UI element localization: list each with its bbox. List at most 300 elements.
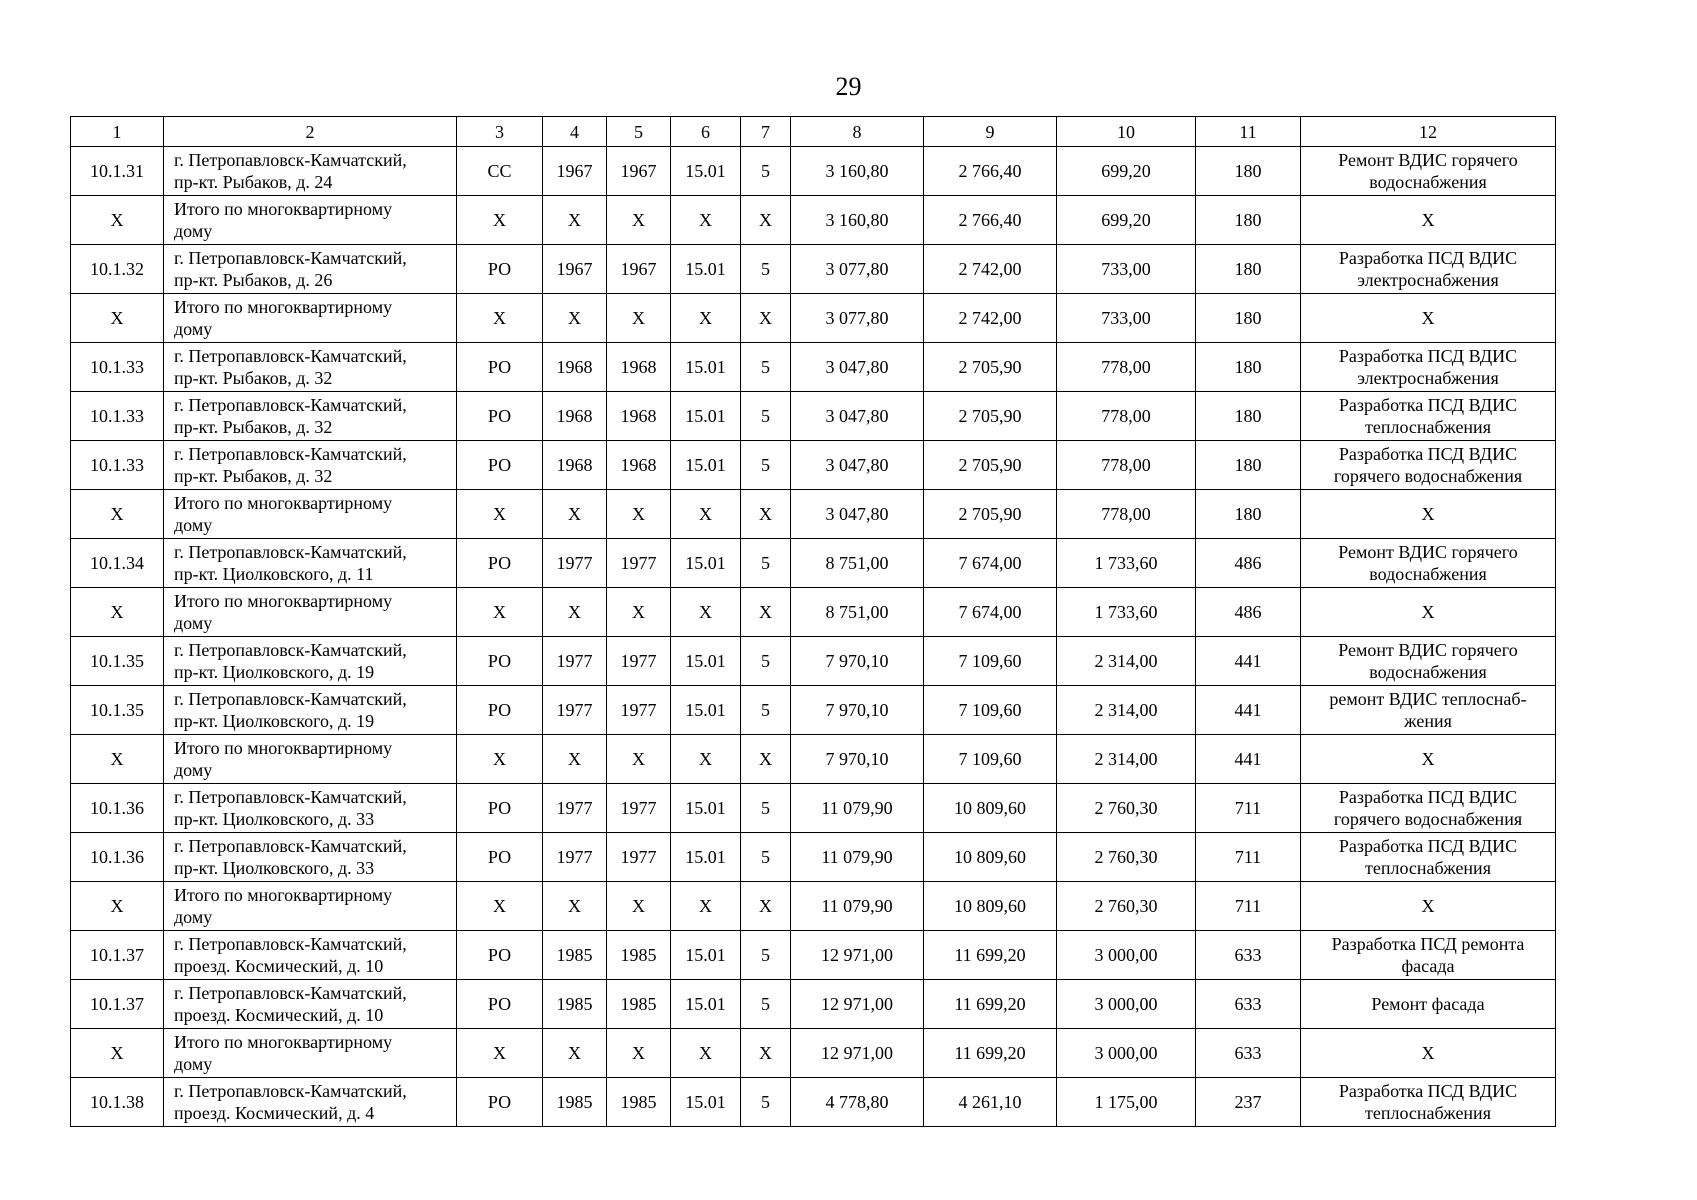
- floors-count-cell: 5: [741, 392, 791, 441]
- wall-material-code-cell: 15.01: [671, 980, 741, 1029]
- construction-year-cell: 1985: [543, 1078, 607, 1127]
- non-residential-area-cell: 2 760,30: [1057, 833, 1196, 882]
- total-area-cell: 12 971,00: [791, 980, 924, 1029]
- owner-type-cell: СС: [457, 147, 543, 196]
- floors-count-cell: Х: [741, 294, 791, 343]
- table-row: [71, 931, 1556, 980]
- non-residential-area-cell: 2 760,30: [1057, 882, 1196, 931]
- owner-type-cell: РО: [457, 931, 543, 980]
- address-line: Итого по многоквартирному: [174, 199, 393, 219]
- residents-count-cell: 180: [1196, 392, 1301, 441]
- total-area-cell: 3 160,80: [791, 196, 924, 245]
- work-type-cell: Разработка ПСД ВДИС горячего водоснабжения: [1301, 784, 1556, 833]
- floors-count-cell: Х: [741, 196, 791, 245]
- wall-material-code-cell: 15.01: [671, 392, 741, 441]
- non-residential-area-cell: 733,00: [1057, 245, 1196, 294]
- address-cell: [164, 1078, 457, 1127]
- total-area-cell: 3 160,80: [791, 147, 924, 196]
- residential-area-cell: 7 109,60: [924, 735, 1057, 784]
- address-line: г. Петропавловск-Камчатский,: [174, 346, 407, 366]
- residents-count-cell: 441: [1196, 686, 1301, 735]
- owner-type-cell: Х: [457, 735, 543, 784]
- residential-area-cell: 2 742,00: [924, 294, 1057, 343]
- non-residential-area-cell: 778,00: [1057, 392, 1196, 441]
- item-number-cell: Х: [71, 735, 164, 784]
- address-cell: [164, 490, 457, 539]
- construction-year-cell: 1967: [543, 245, 607, 294]
- address-line: Итого по многоквартирному: [174, 1032, 393, 1052]
- total-area-cell: 3 077,80: [791, 245, 924, 294]
- commissioning-year-cell: Х: [607, 735, 671, 784]
- item-number-cell: 10.1.37: [71, 980, 164, 1029]
- address-line: проезд. Космический, д. 10: [174, 956, 384, 976]
- construction-year-cell: 1968: [543, 441, 607, 490]
- address-line: г. Петропавловск-Камчатский,: [174, 836, 407, 856]
- column-number-header: 2: [164, 117, 457, 147]
- wall-material-code-cell: 15.01: [671, 784, 741, 833]
- residents-count-cell: 633: [1196, 1029, 1301, 1078]
- item-number-cell: 10.1.38: [71, 1078, 164, 1127]
- total-area-cell: 3 077,80: [791, 294, 924, 343]
- non-residential-area-cell: 778,00: [1057, 343, 1196, 392]
- table-row: [71, 882, 1556, 931]
- table-row: [71, 637, 1556, 686]
- address-line: пр-кт. Рыбаков, д. 26: [174, 270, 333, 290]
- floors-count-cell: 5: [741, 1078, 791, 1127]
- commissioning-year-cell: Х: [607, 294, 671, 343]
- item-number-cell: 10.1.32: [71, 245, 164, 294]
- address-line: г. Петропавловск-Камчатский,: [174, 689, 407, 709]
- commissioning-year-cell: 1985: [607, 980, 671, 1029]
- construction-year-cell: 1977: [543, 833, 607, 882]
- address-line: г. Петропавловск-Камчатский,: [174, 787, 407, 807]
- wall-material-code-cell: 15.01: [671, 245, 741, 294]
- work-type-cell: Х: [1301, 1029, 1556, 1078]
- table-row: [71, 1029, 1556, 1078]
- work-type-cell: Разработка ПСД ВДИС теплоснабжения: [1301, 1078, 1556, 1127]
- residential-area-cell: 2 705,90: [924, 392, 1057, 441]
- work-type-cell: Ремонт ВДИС горячего водоснабжения: [1301, 637, 1556, 686]
- wall-material-code-cell: 15.01: [671, 539, 741, 588]
- work-type-cell: Разработка ПСД ВДИС горячего водоснабжения: [1301, 441, 1556, 490]
- item-number-cell: 10.1.31: [71, 147, 164, 196]
- floors-count-cell: 5: [741, 343, 791, 392]
- address-cell: [164, 931, 457, 980]
- wall-material-code-cell: Х: [671, 294, 741, 343]
- commissioning-year-cell: Х: [607, 588, 671, 637]
- address-line: пр-кт. Рыбаков, д. 32: [174, 417, 333, 437]
- address-cell: [164, 343, 457, 392]
- table-row: [71, 245, 1556, 294]
- floors-count-cell: Х: [741, 735, 791, 784]
- work-type-cell: Х: [1301, 294, 1556, 343]
- address-cell: [164, 980, 457, 1029]
- construction-year-cell: 1968: [543, 343, 607, 392]
- total-area-cell: 3 047,80: [791, 343, 924, 392]
- floors-count-cell: 5: [741, 147, 791, 196]
- work-type-cell: Ремонт ВДИС горячего водоснабжения: [1301, 539, 1556, 588]
- column-number-header: 3: [457, 117, 543, 147]
- table-row: [71, 392, 1556, 441]
- commissioning-year-cell: 1985: [607, 1078, 671, 1127]
- residential-area-cell: 10 809,60: [924, 784, 1057, 833]
- construction-year-cell: 1968: [543, 392, 607, 441]
- total-area-cell: 7 970,10: [791, 686, 924, 735]
- commissioning-year-cell: 1977: [607, 686, 671, 735]
- floors-count-cell: 5: [741, 980, 791, 1029]
- address-line: г. Петропавловск-Камчатский,: [174, 542, 407, 562]
- residential-area-cell: 10 809,60: [924, 882, 1057, 931]
- item-number-cell: 10.1.36: [71, 833, 164, 882]
- table-row: [71, 1078, 1556, 1127]
- column-number-header-row: [71, 117, 1556, 147]
- housing-repair-table: [70, 116, 1556, 1127]
- item-number-cell: 10.1.33: [71, 392, 164, 441]
- residents-count-cell: 633: [1196, 980, 1301, 1029]
- table-row: [71, 147, 1556, 196]
- commissioning-year-cell: Х: [607, 490, 671, 539]
- residents-count-cell: 441: [1196, 637, 1301, 686]
- non-residential-area-cell: 3 000,00: [1057, 931, 1196, 980]
- residential-area-cell: 2 705,90: [924, 441, 1057, 490]
- non-residential-area-cell: 2 314,00: [1057, 686, 1196, 735]
- work-type-cell: Ремонт ВДИС горячего водоснабжения: [1301, 147, 1556, 196]
- residents-count-cell: 180: [1196, 294, 1301, 343]
- owner-type-cell: РО: [457, 686, 543, 735]
- floors-count-cell: 5: [741, 637, 791, 686]
- address-line: г. Петропавловск-Камчатский,: [174, 395, 407, 415]
- address-line: проезд. Космический, д. 10: [174, 1005, 384, 1025]
- column-number-header: 8: [791, 117, 924, 147]
- commissioning-year-cell: 1967: [607, 245, 671, 294]
- non-residential-area-cell: 2 314,00: [1057, 735, 1196, 784]
- wall-material-code-cell: 15.01: [671, 637, 741, 686]
- address-line: Итого по многоквартирному: [174, 591, 393, 611]
- address-line: пр-кт. Рыбаков, д. 32: [174, 368, 333, 388]
- residential-area-cell: 7 674,00: [924, 539, 1057, 588]
- address-cell: [164, 833, 457, 882]
- floors-count-cell: 5: [741, 833, 791, 882]
- owner-type-cell: РО: [457, 539, 543, 588]
- address-line: дому: [174, 760, 213, 780]
- address-cell: [164, 637, 457, 686]
- item-number-cell: Х: [71, 196, 164, 245]
- address-cell: [164, 1029, 457, 1078]
- item-number-cell: 10.1.34: [71, 539, 164, 588]
- wall-material-code-cell: 15.01: [671, 1078, 741, 1127]
- commissioning-year-cell: 1968: [607, 392, 671, 441]
- construction-year-cell: Х: [543, 588, 607, 637]
- table-row: [71, 784, 1556, 833]
- work-type-cell: Х: [1301, 882, 1556, 931]
- wall-material-code-cell: Х: [671, 196, 741, 245]
- residents-count-cell: 441: [1196, 735, 1301, 784]
- owner-type-cell: Х: [457, 196, 543, 245]
- residents-count-cell: 180: [1196, 490, 1301, 539]
- address-line: г. Петропавловск-Камчатский,: [174, 150, 407, 170]
- table-row: [71, 588, 1556, 637]
- owner-type-cell: Х: [457, 882, 543, 931]
- address-line: пр-кт. Циолковского, д. 33: [174, 809, 375, 829]
- construction-year-cell: 1967: [543, 147, 607, 196]
- table-row: [71, 343, 1556, 392]
- wall-material-code-cell: 15.01: [671, 147, 741, 196]
- construction-year-cell: Х: [543, 196, 607, 245]
- column-number-header: 4: [543, 117, 607, 147]
- owner-type-cell: РО: [457, 343, 543, 392]
- wall-material-code-cell: Х: [671, 1029, 741, 1078]
- work-type-cell: Разработка ПСД ВДИС теплоснабжения: [1301, 833, 1556, 882]
- table-row: [71, 833, 1556, 882]
- table-body: [71, 117, 1556, 1127]
- address-line: пр-кт. Циолковского, д. 19: [174, 662, 375, 682]
- total-area-cell: 8 751,00: [791, 539, 924, 588]
- non-residential-area-cell: 1 733,60: [1057, 588, 1196, 637]
- column-number-header: 12: [1301, 117, 1556, 147]
- wall-material-code-cell: 15.01: [671, 343, 741, 392]
- owner-type-cell: РО: [457, 784, 543, 833]
- total-area-cell: 7 970,10: [791, 637, 924, 686]
- commissioning-year-cell: Х: [607, 882, 671, 931]
- wall-material-code-cell: Х: [671, 588, 741, 637]
- item-number-cell: 10.1.35: [71, 686, 164, 735]
- address-line: дому: [174, 613, 213, 633]
- construction-year-cell: Х: [543, 1029, 607, 1078]
- non-residential-area-cell: 2 760,30: [1057, 784, 1196, 833]
- commissioning-year-cell: 1968: [607, 441, 671, 490]
- address-line: дому: [174, 1054, 213, 1074]
- wall-material-code-cell: Х: [671, 735, 741, 784]
- commissioning-year-cell: 1977: [607, 637, 671, 686]
- floors-count-cell: 5: [741, 784, 791, 833]
- residents-count-cell: 711: [1196, 882, 1301, 931]
- non-residential-area-cell: 699,20: [1057, 147, 1196, 196]
- commissioning-year-cell: 1967: [607, 147, 671, 196]
- work-type-cell: Ремонт фасада: [1301, 980, 1556, 1029]
- owner-type-cell: РО: [457, 441, 543, 490]
- total-area-cell: 12 971,00: [791, 931, 924, 980]
- construction-year-cell: Х: [543, 294, 607, 343]
- residents-count-cell: 711: [1196, 784, 1301, 833]
- wall-material-code-cell: 15.01: [671, 441, 741, 490]
- address-line: г. Петропавловск-Камчатский,: [174, 444, 407, 464]
- address-line: Итого по многоквартирному: [174, 738, 393, 758]
- commissioning-year-cell: 1977: [607, 784, 671, 833]
- residents-count-cell: 180: [1196, 441, 1301, 490]
- owner-type-cell: РО: [457, 833, 543, 882]
- address-line: пр-кт. Циолковского, д. 11: [174, 564, 374, 584]
- non-residential-area-cell: 2 314,00: [1057, 637, 1196, 686]
- wall-material-code-cell: 15.01: [671, 833, 741, 882]
- column-number-header: 9: [924, 117, 1057, 147]
- address-line: г. Петропавловск-Камчатский,: [174, 248, 407, 268]
- construction-year-cell: 1977: [543, 637, 607, 686]
- item-number-cell: 10.1.33: [71, 441, 164, 490]
- construction-year-cell: Х: [543, 735, 607, 784]
- residential-area-cell: 2 705,90: [924, 343, 1057, 392]
- total-area-cell: 3 047,80: [791, 490, 924, 539]
- commissioning-year-cell: 1977: [607, 833, 671, 882]
- owner-type-cell: РО: [457, 392, 543, 441]
- residents-count-cell: 180: [1196, 196, 1301, 245]
- address-line: Итого по многоквартирному: [174, 493, 393, 513]
- residential-area-cell: 11 699,20: [924, 931, 1057, 980]
- commissioning-year-cell: Х: [607, 1029, 671, 1078]
- address-cell: [164, 294, 457, 343]
- residents-count-cell: 633: [1196, 931, 1301, 980]
- non-residential-area-cell: 778,00: [1057, 490, 1196, 539]
- owner-type-cell: РО: [457, 1078, 543, 1127]
- work-type-cell: Разработка ПСД ремонта фасада: [1301, 931, 1556, 980]
- address-cell: [164, 588, 457, 637]
- page-number: 29: [835, 72, 862, 101]
- address-line: пр-кт. Рыбаков, д. 32: [174, 466, 333, 486]
- residential-area-cell: 2 766,40: [924, 147, 1057, 196]
- total-area-cell: 4 778,80: [791, 1078, 924, 1127]
- address-line: пр-кт. Циолковского, д. 33: [174, 858, 375, 878]
- table-row: [71, 539, 1556, 588]
- residential-area-cell: 7 109,60: [924, 637, 1057, 686]
- total-area-cell: 3 047,80: [791, 392, 924, 441]
- address-cell: [164, 196, 457, 245]
- address-line: дому: [174, 319, 213, 339]
- column-number-header: 7: [741, 117, 791, 147]
- address-line: г. Петропавловск-Камчатский,: [174, 640, 407, 660]
- address-cell: [164, 686, 457, 735]
- wall-material-code-cell: Х: [671, 882, 741, 931]
- item-number-cell: 10.1.36: [71, 784, 164, 833]
- address-line: дому: [174, 515, 213, 535]
- wall-material-code-cell: 15.01: [671, 686, 741, 735]
- floors-count-cell: Х: [741, 882, 791, 931]
- table-row: [71, 294, 1556, 343]
- residential-area-cell: 11 699,20: [924, 1029, 1057, 1078]
- address-cell: [164, 441, 457, 490]
- table-row: [71, 196, 1556, 245]
- residents-count-cell: 180: [1196, 343, 1301, 392]
- non-residential-area-cell: 1 733,60: [1057, 539, 1196, 588]
- column-number-header: 11: [1196, 117, 1301, 147]
- owner-type-cell: Х: [457, 1029, 543, 1078]
- non-residential-area-cell: 3 000,00: [1057, 1029, 1196, 1078]
- work-type-cell: Х: [1301, 735, 1556, 784]
- construction-year-cell: Х: [543, 490, 607, 539]
- work-type-cell: Х: [1301, 490, 1556, 539]
- construction-year-cell: 1977: [543, 784, 607, 833]
- residential-area-cell: 10 809,60: [924, 833, 1057, 882]
- construction-year-cell: 1985: [543, 931, 607, 980]
- owner-type-cell: Х: [457, 294, 543, 343]
- address-cell: [164, 147, 457, 196]
- owner-type-cell: Х: [457, 490, 543, 539]
- item-number-cell: Х: [71, 588, 164, 637]
- work-type-cell: ремонт ВДИС теплоснаб-жения: [1301, 686, 1556, 735]
- residential-area-cell: 2 705,90: [924, 490, 1057, 539]
- address-line: дому: [174, 907, 213, 927]
- column-number-header: 1: [71, 117, 164, 147]
- non-residential-area-cell: 3 000,00: [1057, 980, 1196, 1029]
- address-cell: [164, 882, 457, 931]
- floors-count-cell: 5: [741, 539, 791, 588]
- total-area-cell: 11 079,90: [791, 784, 924, 833]
- address-line: Итого по многоквартирному: [174, 885, 393, 905]
- owner-type-cell: РО: [457, 245, 543, 294]
- floors-count-cell: 5: [741, 441, 791, 490]
- column-number-header: 6: [671, 117, 741, 147]
- total-area-cell: 3 047,80: [791, 441, 924, 490]
- floors-count-cell: Х: [741, 1029, 791, 1078]
- residents-count-cell: 486: [1196, 539, 1301, 588]
- non-residential-area-cell: 733,00: [1057, 294, 1196, 343]
- address-line: дому: [174, 221, 213, 241]
- address-line: г. Петропавловск-Камчатский,: [174, 934, 407, 954]
- residential-area-cell: 7 109,60: [924, 686, 1057, 735]
- residential-area-cell: 4 261,10: [924, 1078, 1057, 1127]
- non-residential-area-cell: 778,00: [1057, 441, 1196, 490]
- item-number-cell: 10.1.37: [71, 931, 164, 980]
- owner-type-cell: РО: [457, 980, 543, 1029]
- table-row: [71, 441, 1556, 490]
- address-line: Итого по многоквартирному: [174, 297, 393, 317]
- total-area-cell: 8 751,00: [791, 588, 924, 637]
- residents-count-cell: 486: [1196, 588, 1301, 637]
- table-row: [71, 735, 1556, 784]
- commissioning-year-cell: Х: [607, 196, 671, 245]
- work-type-cell: Разработка ПСД ВДИС теплоснабжения: [1301, 392, 1556, 441]
- residents-count-cell: 237: [1196, 1078, 1301, 1127]
- residential-area-cell: 11 699,20: [924, 980, 1057, 1029]
- item-number-cell: Х: [71, 294, 164, 343]
- owner-type-cell: РО: [457, 637, 543, 686]
- commissioning-year-cell: 1985: [607, 931, 671, 980]
- work-type-cell: Х: [1301, 196, 1556, 245]
- work-type-cell: Разработка ПСД ВДИС электроснабжения: [1301, 245, 1556, 294]
- floors-count-cell: Х: [741, 588, 791, 637]
- column-number-header: 10: [1057, 117, 1196, 147]
- residential-area-cell: 2 742,00: [924, 245, 1057, 294]
- residential-area-cell: 2 766,40: [924, 196, 1057, 245]
- floors-count-cell: 5: [741, 686, 791, 735]
- item-number-cell: 10.1.35: [71, 637, 164, 686]
- address-cell: [164, 392, 457, 441]
- construction-year-cell: 1977: [543, 539, 607, 588]
- residents-count-cell: 180: [1196, 245, 1301, 294]
- address-cell: [164, 539, 457, 588]
- total-area-cell: 11 079,90: [791, 882, 924, 931]
- address-cell: [164, 784, 457, 833]
- total-area-cell: 12 971,00: [791, 1029, 924, 1078]
- address-line: г. Петропавловск-Камчатский,: [174, 983, 407, 1003]
- table-row: [71, 980, 1556, 1029]
- address-cell: [164, 735, 457, 784]
- address-cell: [164, 245, 457, 294]
- table-row: [71, 686, 1556, 735]
- floors-count-cell: 5: [741, 245, 791, 294]
- commissioning-year-cell: 1977: [607, 539, 671, 588]
- address-line: г. Петропавловск-Камчатский,: [174, 1081, 407, 1101]
- floors-count-cell: Х: [741, 490, 791, 539]
- floors-count-cell: 5: [741, 931, 791, 980]
- item-number-cell: Х: [71, 1029, 164, 1078]
- total-area-cell: 11 079,90: [791, 833, 924, 882]
- address-line: проезд. Космический, д. 4: [174, 1103, 375, 1123]
- item-number-cell: 10.1.33: [71, 343, 164, 392]
- column-number-header: 5: [607, 117, 671, 147]
- total-area-cell: 7 970,10: [791, 735, 924, 784]
- table-row: [71, 490, 1556, 539]
- commissioning-year-cell: 1968: [607, 343, 671, 392]
- residential-area-cell: 7 674,00: [924, 588, 1057, 637]
